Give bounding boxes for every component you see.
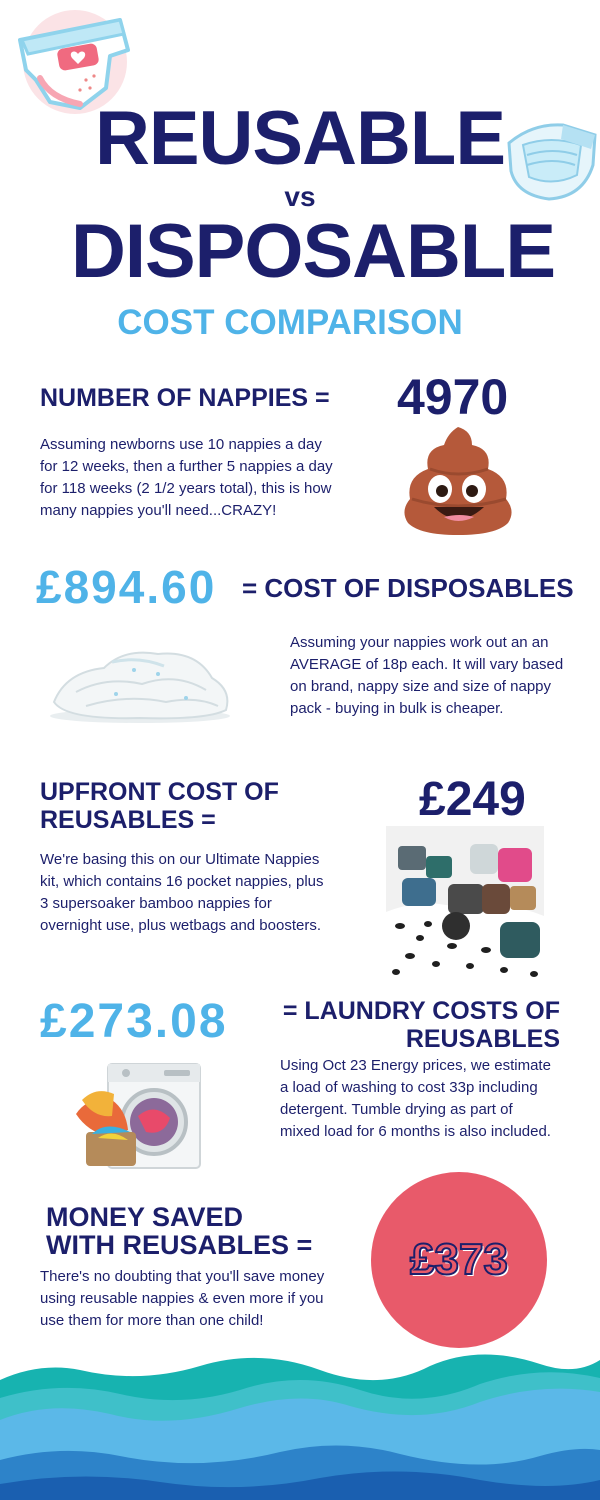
nappies-heading: NUMBER OF NAPPIES =	[40, 384, 330, 412]
decorative-waves	[0, 1340, 600, 1500]
nappies-count: 4970	[397, 369, 509, 425]
title-disposable: DISPOSABLE	[70, 209, 556, 294]
disposables-cost: £894.60	[36, 561, 217, 613]
reusables-cost: £249	[419, 773, 526, 826]
savings-circle	[371, 1172, 547, 1348]
savings-heading-line2: WITH REUSABLES =	[46, 1230, 313, 1260]
nappies-text: Assuming newborns use 10 nappies a day for 12 weeks, then a further 5 nappies a day for 118 weeks (2 1/2 years total), this is how many nappies you'll need...CRAZY!	[40, 436, 333, 519]
disposable-nappies-pile-image	[46, 632, 234, 724]
laundry-cost: £273.08	[40, 995, 228, 1048]
reusables-heading	[40, 778, 279, 834]
reusable-nappies-kit-image	[386, 826, 544, 982]
laundry-heading-line2: REUSABLES	[405, 1025, 560, 1053]
title-reusable: REUSABLE	[94, 96, 506, 181]
reusables-text: We're basing this on our Ultimate Nappies kit, which contains 16 pocket nappies, plus 3 supersoaker bamboo nappies for overnight use, plus wetbags and boosters.	[40, 851, 324, 934]
savings-heading-line1: MONEY SAVED	[46, 1202, 244, 1232]
reusables-heading-line1: UPFRONT COST OF	[40, 778, 279, 806]
laundry-heading-line1: = LAUNDRY COSTS OF	[282, 997, 560, 1025]
savings-value: £373	[410, 1235, 508, 1284]
subtitle: COST COMPARISON	[117, 303, 463, 342]
laundry-text: Using Oct 23 Energy prices, we estimate a load of washing to cost 33p including detergent. Tumble drying as part of mixed load for 6 months is also included.	[280, 1057, 551, 1140]
washing-machine-image	[68, 1060, 204, 1172]
reusables-heading-line2: REUSABLES =	[40, 806, 216, 834]
laundry-heading	[262, 997, 560, 1053]
savings-heading	[46, 1203, 312, 1259]
savings-text: There's no doubting that you'll save money using reusable nappies & even more if you use them for more than one child!	[40, 1268, 325, 1329]
disposables-heading: = COST OF DISPOSABLES	[242, 573, 574, 603]
poop-icon	[400, 423, 518, 537]
title-vs: vs	[284, 181, 316, 212]
disposables-text: Assuming your nappies work out an an AVERAGE of 18p each. It will vary based on brand, nappy size and size of nappy pack - buying in bulk is cheaper.	[290, 634, 564, 717]
